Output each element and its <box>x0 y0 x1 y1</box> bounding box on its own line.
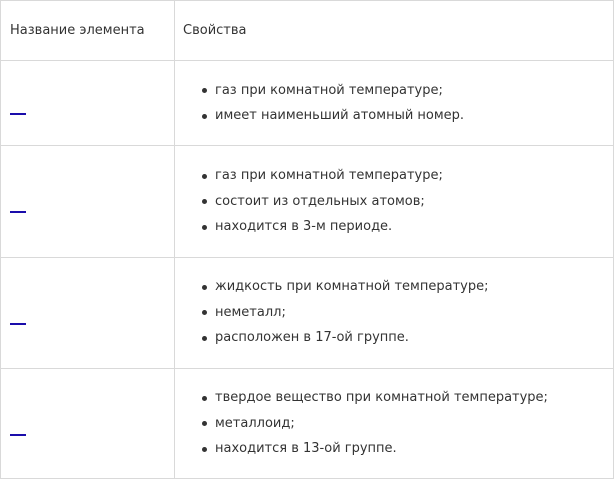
property-item: газ при комнатной температуре; <box>215 78 613 104</box>
property-item: газ при комнатной температуре; <box>215 163 613 189</box>
answer-blank-2[interactable] <box>10 211 26 213</box>
properties-list <box>175 163 613 240</box>
property-item: состоит из отдельных атомов; <box>215 189 613 215</box>
properties-cell <box>175 61 614 146</box>
property-item: жидкость при комнатной температуре; <box>215 274 613 300</box>
property-item: имеет наименьший атомный номер. <box>215 103 613 129</box>
property-item: расположен в 17-ой группе. <box>215 325 613 351</box>
property-item: твердое вещество при комнатной температуре; <box>215 385 613 411</box>
properties-list <box>175 78 613 129</box>
property-item: неметалл; <box>215 300 613 326</box>
answer-blank-1[interactable] <box>10 113 26 115</box>
table-row <box>1 257 614 368</box>
property-item: находится в 3-м периоде. <box>215 214 613 240</box>
element-name-cell <box>1 61 175 146</box>
properties-cell <box>175 257 614 368</box>
table-row <box>1 146 614 257</box>
properties-list <box>175 274 613 351</box>
answer-blank-3[interactable] <box>10 323 26 325</box>
table-row <box>1 61 614 146</box>
element-name-cell <box>1 368 175 478</box>
property-item: металлоид; <box>215 411 613 437</box>
properties-cell <box>175 368 614 478</box>
properties-cell <box>175 146 614 257</box>
element-name-cell <box>1 146 175 257</box>
element-name-cell <box>1 257 175 368</box>
properties-list <box>175 385 613 462</box>
answer-blank-4[interactable] <box>10 434 26 436</box>
header-element-name: Название элемента <box>1 1 175 61</box>
table-row <box>1 368 614 478</box>
property-item: находится в 13-ой группе. <box>215 436 613 462</box>
header-properties: Свойства <box>175 1 614 61</box>
table-header-row <box>1 1 614 61</box>
